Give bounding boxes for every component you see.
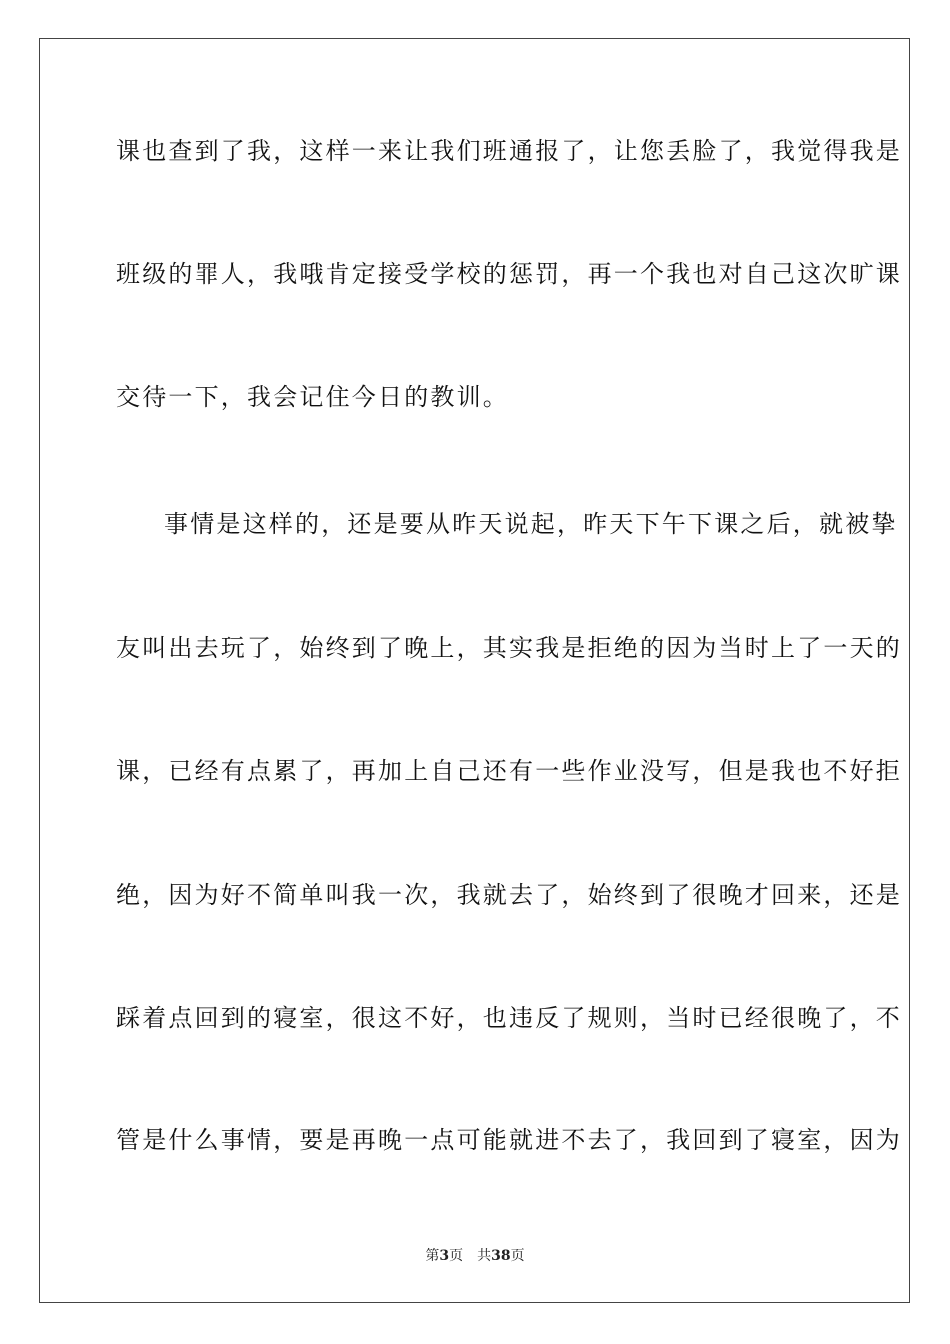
body-line-6: 课，已经有点累了，再加上自己还有一些作业没写，但是我也不好拒: [116, 757, 902, 785]
body-line-2: 班级的罪人，我哦肯定接受学校的惩罚，再一个我也对自己这次旷课: [116, 260, 902, 288]
footer-page-number: 3: [439, 1248, 450, 1264]
body-line-3: 交待一下，我会记住今日的教训。: [116, 383, 509, 411]
body-line-5: 友叫出去玩了，始终到了晚上，其实我是拒绝的因为当时上了一天的: [116, 634, 902, 662]
footer-total-suffix: 页: [510, 1248, 525, 1264]
body-line-7: 绝，因为好不简单叫我一次，我就去了，始终到了很晚才回来，还是: [116, 881, 902, 909]
footer-page-suffix: 页: [449, 1248, 464, 1264]
page-footer: [0, 1247, 950, 1265]
body-line-4: 事情是这样的，还是要从昨天说起，昨天下午下课之后，就被挚: [164, 510, 898, 538]
body-line-8: 踩着点回到的寝室，很这不好，也违反了规则，当时已经很晚了，不: [116, 1004, 902, 1032]
footer-page-prefix: 第: [425, 1248, 440, 1264]
body-line-1: 课也查到了我，这样一来让我们班通报了，让您丢脸了，我觉得我是: [116, 137, 902, 165]
body-line-9: 管是什么事情，要是再晚一点可能就进不去了，我回到了寝室，因为: [116, 1126, 902, 1154]
footer-total-pages: 38: [491, 1248, 511, 1264]
footer-total-prefix: 共: [477, 1248, 492, 1264]
page-border: [39, 38, 910, 1303]
